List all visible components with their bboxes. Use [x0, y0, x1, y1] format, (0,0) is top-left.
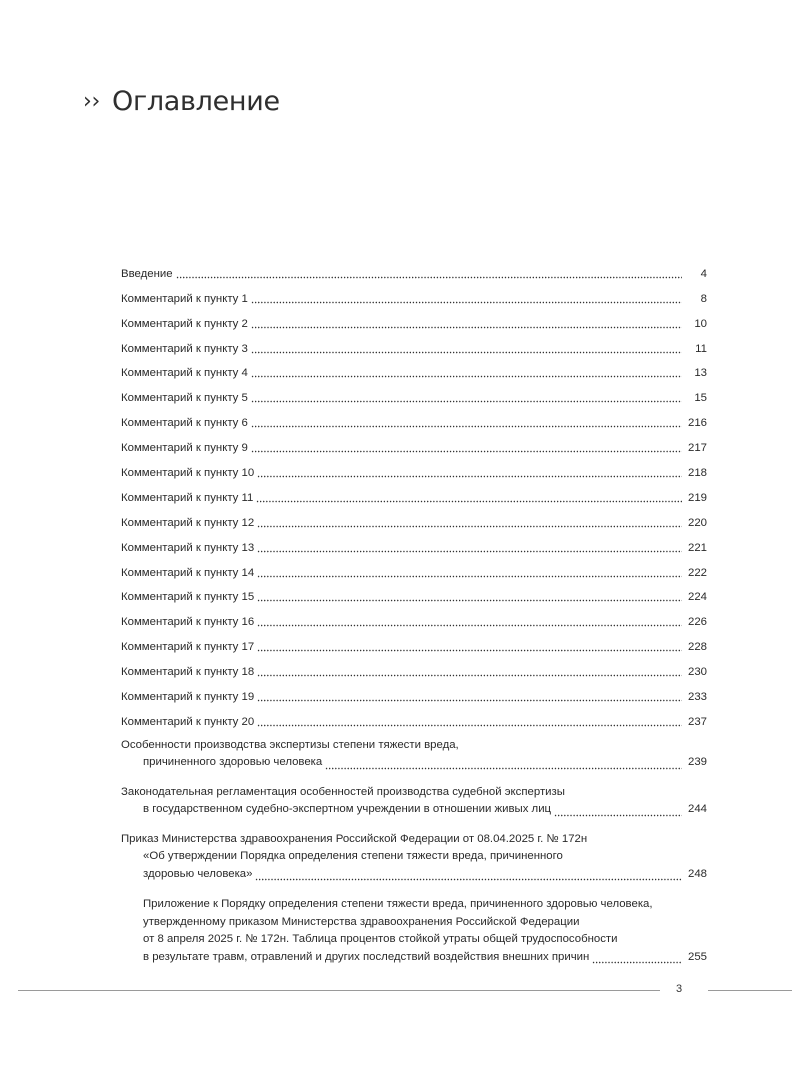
dot-leader [257, 543, 682, 553]
toc-entry-page: 13 [694, 367, 707, 380]
toc-entry-title-line: в результате травм, отравлений и других последствий воздействия внешних причин [143, 950, 590, 963]
dot-leader [554, 807, 682, 817]
toc-entry-comment-14[interactable] [121, 555, 707, 580]
toc-entry-page: 10 [694, 317, 707, 330]
toc-entry-page: 233 [687, 691, 707, 704]
dot-leader [257, 518, 682, 528]
toc-entry-comment-16[interactable] [121, 604, 707, 629]
dot-leader [257, 717, 682, 727]
toc-entry-title: Комментарий к пункту 13 [121, 541, 255, 554]
toc-entry-title: Комментарий к пункту 14 [121, 566, 255, 579]
toc-entry-page: 217 [687, 442, 707, 455]
toc-entry-title: Введение [121, 267, 173, 280]
toc-entry-page: 15 [694, 392, 707, 405]
dot-leader [257, 617, 682, 627]
toc-entry-title: Комментарий к пункту 15 [121, 591, 255, 604]
toc-entry-title: Комментарий к пункту 1 [121, 292, 248, 305]
toc-entry-title: Комментарий к пункту 2 [121, 317, 248, 330]
toc-entry-title-line: Законодательная регламентация особенностей производства судебной экспертизы [121, 785, 565, 798]
table-of-contents [121, 256, 707, 966]
toc-entry-comment-18[interactable] [121, 654, 707, 679]
dot-leader [257, 568, 682, 578]
page-number: 3 [676, 983, 683, 995]
toc-entry-title: Комментарий к пункту 6 [121, 417, 248, 430]
toc-entry-title-line: в государственном судебно-экспертном учреждении в отношении живых лиц [143, 803, 552, 816]
toc-entry-comment-11[interactable] [121, 480, 707, 505]
toc-entry-examination-features[interactable] [121, 737, 707, 772]
page-title: Оглавление [112, 86, 280, 117]
toc-entry-title: Комментарий к пункту 4 [121, 367, 248, 380]
toc-entry-comment-12[interactable] [121, 505, 707, 530]
toc-entry-title-line: здоровью человека» [143, 867, 253, 880]
page-heading [83, 86, 280, 117]
chevron-double-right-icon: ›› [83, 89, 100, 114]
toc-entry-title: Комментарий к пункту 12 [121, 516, 255, 529]
toc-entry-title: Комментарий к пункту 17 [121, 641, 255, 654]
toc-entry-comment-10[interactable] [121, 455, 707, 480]
toc-entry-page: 244 [687, 803, 707, 816]
toc-entry-comment-19[interactable] [121, 679, 707, 704]
toc-entry-title-line: утвержденному приказом Министерства здравоохранения Российской Федерации [143, 915, 580, 928]
toc-entry-introduction[interactable] [121, 256, 707, 281]
toc-entry-title: Комментарий к пункту 9 [121, 442, 248, 455]
toc-entry-page: 222 [687, 566, 707, 579]
toc-entry-ministry-order[interactable] [121, 831, 707, 884]
toc-entry-title: Комментарий к пункту 5 [121, 392, 248, 405]
dot-leader [257, 468, 682, 478]
toc-entry-page: 239 [687, 756, 707, 769]
toc-entry-comment-4[interactable] [121, 356, 707, 381]
toc-entry-title-line: «Об утверждении Порядка определения степени тяжести вреда, причиненного [143, 850, 563, 863]
dot-leader [257, 667, 682, 677]
toc-entry-page: 221 [687, 541, 707, 554]
dot-leader [592, 954, 682, 964]
toc-entry-page: 216 [687, 417, 707, 430]
dot-leader [176, 269, 682, 279]
toc-entry-page: 248 [687, 867, 707, 880]
toc-entry-comment-1[interactable] [121, 281, 707, 306]
toc-entry-page: 220 [687, 516, 707, 529]
toc-entry-comment-2[interactable] [121, 306, 707, 331]
dot-leader [257, 592, 682, 602]
dot-leader [251, 443, 682, 453]
dot-leader [251, 294, 682, 304]
dot-leader [325, 760, 682, 770]
toc-entry-title-line: Особенности производства экспертизы степени тяжести вреда, [121, 738, 459, 751]
toc-entry-title: Комментарий к пункту 20 [121, 715, 255, 728]
toc-entry-comment-9[interactable] [121, 430, 707, 455]
footer-divider-left [18, 990, 660, 991]
dot-leader [257, 692, 682, 702]
toc-entry-page: 228 [687, 641, 707, 654]
dot-leader [256, 493, 682, 503]
footer-divider-right [708, 990, 792, 991]
toc-entry-page: 4 [700, 267, 707, 280]
toc-entry-title-line: от 8 апреля 2025 г. № 172н. Таблица процентов стойкой утраты общей трудоспособности [143, 933, 618, 946]
toc-entry-comment-3[interactable] [121, 331, 707, 356]
toc-entry-page: 230 [687, 666, 707, 679]
toc-entry-title: Комментарий к пункту 19 [121, 691, 255, 704]
toc-entry-comment-17[interactable] [121, 629, 707, 654]
dot-leader [251, 393, 682, 403]
toc-entry-comment-13[interactable] [121, 530, 707, 555]
dot-leader [251, 319, 682, 329]
dot-leader [257, 642, 682, 652]
dot-leader [251, 368, 682, 378]
toc-entry-page: 226 [687, 616, 707, 629]
toc-entry-page: 11 [695, 342, 707, 355]
toc-entry-title: Комментарий к пункту 16 [121, 616, 255, 629]
toc-entry-page: 255 [687, 950, 707, 963]
dot-leader [251, 344, 682, 354]
toc-entry-comment-5[interactable] [121, 380, 707, 405]
dot-leader [255, 871, 682, 881]
toc-entry-title: Комментарий к пункту 3 [121, 342, 248, 355]
toc-entry-title-line: причиненного здоровью человека [143, 756, 323, 769]
toc-entry-appendix[interactable] [121, 896, 707, 966]
toc-entry-comment-15[interactable] [121, 580, 707, 605]
toc-entry-title-line: Приложение к Порядку определения степени тяжести вреда, причиненного здоровью человека, [143, 898, 653, 911]
toc-entry-page: 219 [687, 491, 707, 504]
toc-entry-page: 224 [687, 591, 707, 604]
toc-entry-legislative-regulation[interactable] [121, 784, 707, 819]
toc-entry-comment-6[interactable] [121, 405, 707, 430]
toc-entry-page: 218 [687, 467, 707, 480]
toc-entry-page: 237 [687, 715, 707, 728]
toc-entry-comment-20[interactable] [121, 704, 707, 729]
toc-entry-title: Комментарий к пункту 10 [121, 467, 255, 480]
toc-entry-page: 8 [700, 292, 707, 305]
toc-entry-title-line: Приказ Министерства здравоохранения Российской Федерации от 08.04.2025 г. № 172н [121, 832, 588, 845]
dot-leader [251, 418, 682, 428]
toc-entry-title: Комментарий к пункту 18 [121, 666, 255, 679]
toc-entry-title: Комментарий к пункту 11 [121, 491, 254, 504]
